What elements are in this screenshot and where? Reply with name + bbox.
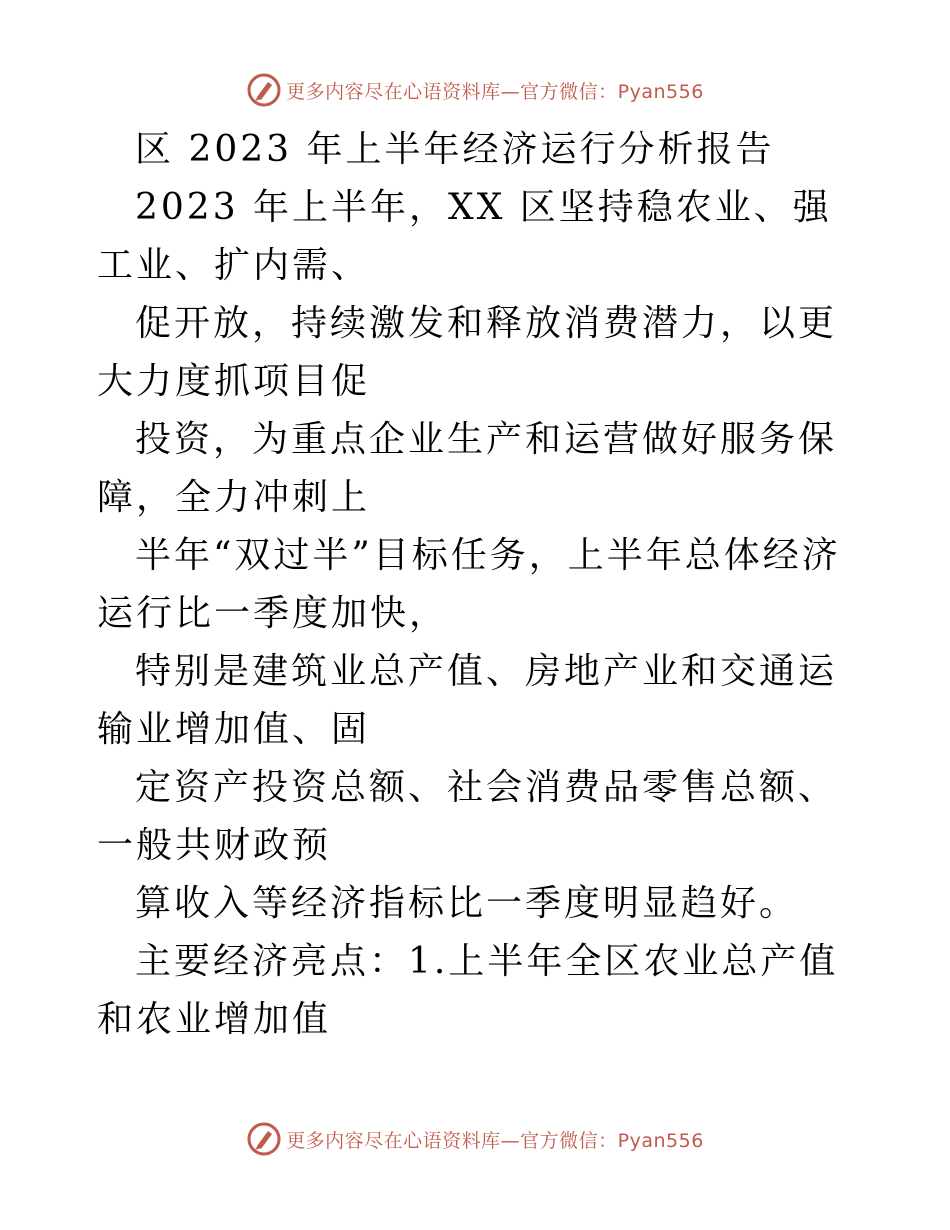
paragraph: 主要经济亮点：1.上半年全区农业总产值和农业增加值 bbox=[97, 941, 839, 1040]
pen-nib-icon bbox=[246, 72, 282, 108]
banner-text: 更多内容尽在心语资料库—官方微信：Pyan556 bbox=[286, 1129, 704, 1152]
paragraph: 特别是建筑业总产值、房地产业和交通运输业增加值、固 bbox=[97, 651, 838, 750]
header-banner bbox=[0, 68, 950, 112]
footer-banner bbox=[0, 1117, 950, 1161]
document-body bbox=[97, 121, 853, 1049]
paragraph: 2023 年上半年，XX 区坚持稳农业、强工业、扩内需、 bbox=[97, 187, 832, 286]
paragraph: 算收入等经济指标比一季度明显趋好。 bbox=[135, 883, 799, 924]
paragraph: 促开放，持续激发和释放消费潜力，以更大力度抓项目促 bbox=[97, 303, 838, 402]
pen-nib-icon bbox=[246, 1121, 282, 1157]
banner-text: 更多内容尽在心语资料库—官方微信：Pyan556 bbox=[286, 80, 704, 103]
paragraph: 定资产投资总额、社会消费品零售总额、一般共财政预 bbox=[97, 767, 838, 866]
paragraph: 区 2023 年上半年经济运行分析报告 bbox=[135, 129, 775, 170]
paragraph: 半年“双过半”目标任务，上半年总体经济运行比一季度加快， bbox=[97, 535, 841, 634]
paragraph: 投资，为重点企业生产和运营做好服务保障，全力冲刺上 bbox=[97, 419, 838, 518]
